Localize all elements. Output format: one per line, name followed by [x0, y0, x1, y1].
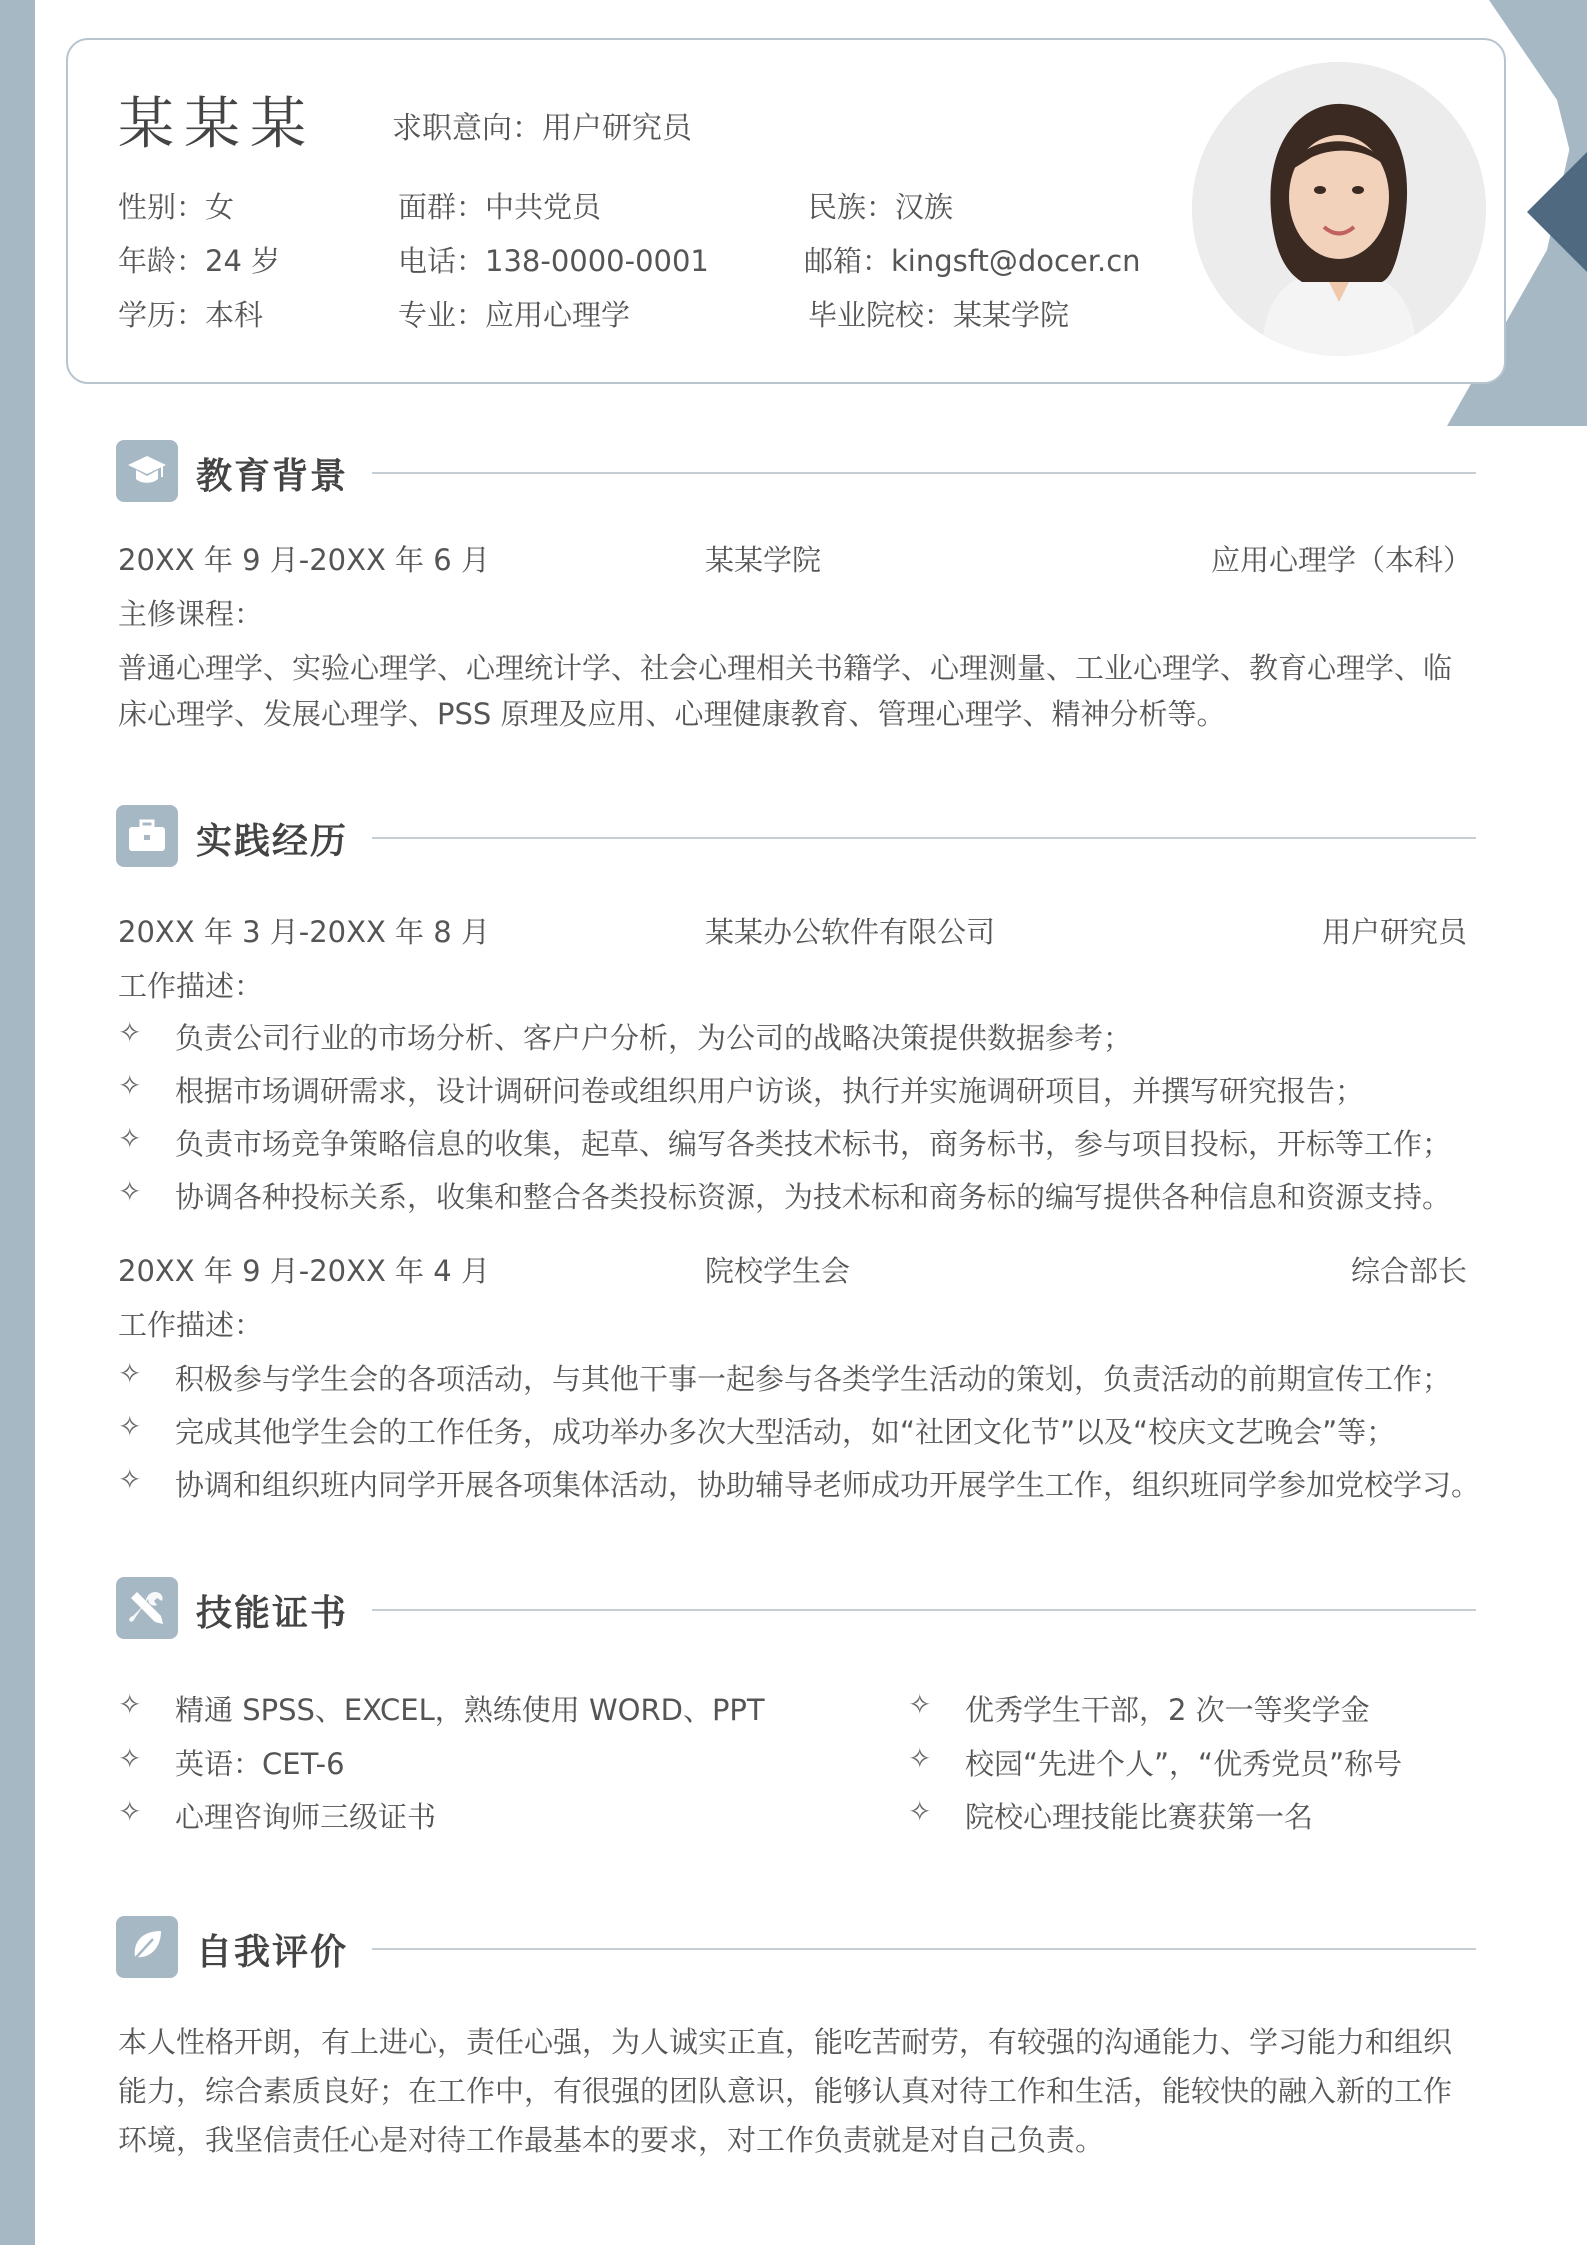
bullet-star: ✧ — [118, 1410, 142, 1443]
skill-left-2: 英语：CET-6 — [175, 1747, 345, 1781]
bullet-star: ✧ — [118, 1795, 142, 1828]
skill-left-3: 心理咨询师三级证书 — [175, 1800, 437, 1834]
left-accent-bar — [0, 0, 35, 2245]
info-school: 毕业院校：某某学院 — [808, 298, 1070, 332]
section-self-title: 自我评价 — [196, 1932, 349, 1973]
skill-left-1: 精通 SPSS、EXCEL，熟练使用 WORD、PPT — [175, 1693, 765, 1727]
section-self-header — [116, 1916, 1476, 1980]
job-2-org: 院校学生会 — [705, 1254, 851, 1288]
section-skills-header — [116, 1577, 1476, 1641]
job-1-period: 20XX 年 3 月-20XX 年 8 月 — [118, 915, 490, 949]
skill-right-3: 院校心理技能比赛获第一名 — [965, 1800, 1314, 1834]
info-major: 专业：应用心理学 — [398, 298, 631, 332]
info-gender: 性别：女 — [118, 190, 235, 224]
bullet-star: ✧ — [118, 1016, 142, 1049]
candidate-name: 某某某 — [118, 92, 316, 157]
bullet-star: ✧ — [118, 1463, 142, 1496]
graduation-cap-icon — [116, 440, 178, 502]
education-school: 某某学院 — [705, 543, 822, 577]
bullet-star: ✧ — [908, 1688, 932, 1721]
leaf-icon — [116, 1916, 178, 1978]
info-phone: 电话：138-0000-0001 — [398, 244, 709, 278]
job-1-item-4: 协调各种投标关系，收集和整合各类投标资源，为技术标和商务标的编写提供各种信息和资源支持。 — [175, 1180, 1452, 1214]
info-age: 年龄：24 岁 — [118, 244, 281, 278]
self-eval-line-3: 环境，我坚信责任心是对待工作最基本的要求，对工作负责就是对自己负责。 — [118, 2123, 1105, 2157]
section-divider — [372, 1948, 1476, 1950]
section-education-title: 教育背景 — [196, 456, 349, 497]
job-1-desc-label: 工作描述： — [118, 969, 264, 1003]
job-intent: 求职意向：用户研究员 — [392, 111, 692, 146]
info-email: 邮箱：kingsft@docer.cn — [804, 244, 1141, 278]
section-experience-title: 实践经历 — [196, 821, 349, 862]
section-divider — [372, 1609, 1476, 1611]
job-2-item-2: 完成其他学生会的工作任务，成功举办多次大型活动，如“社团文化节”以及“校庆文艺晚会”等； — [175, 1415, 1396, 1449]
profile-photo — [1192, 62, 1486, 356]
skill-right-1: 优秀学生干部，2 次一等奖学金 — [965, 1693, 1370, 1727]
briefcase-icon — [116, 805, 178, 867]
section-skills-title: 技能证书 — [196, 1593, 349, 1634]
job-1-org: 某某办公软件有限公司 — [705, 915, 996, 949]
self-eval-line-2: 能力，综合素质良好；在工作中，有很强的团队意识，能够认真对待工作和生活，能较快的融入新的工作 — [118, 2074, 1453, 2108]
job-2-desc-label: 工作描述： — [118, 1308, 264, 1342]
tools-icon — [116, 1577, 178, 1639]
bullet-star: ✧ — [118, 1688, 142, 1721]
info-politics: 面群：中共党员 — [398, 190, 602, 224]
bullet-star: ✧ — [118, 1069, 142, 1102]
section-education-header — [116, 440, 1476, 504]
job-1-item-1: 负责公司行业的市场分析、客户户分析，为公司的战略决策提供数据参考； — [175, 1021, 1133, 1055]
education-period: 20XX 年 9 月-20XX 年 6 月 — [118, 543, 490, 577]
job-2-item-3: 协调和组织班内同学开展各项集体活动，协助辅导老师成功开展学生工作，组织班同学参加党校学习。 — [175, 1468, 1481, 1502]
skill-right-2: 校园“先进个人”，“优秀党员”称号 — [965, 1747, 1403, 1781]
job-1-role: 用户研究员 — [1321, 915, 1467, 949]
info-ethnicity: 民族：汉族 — [808, 190, 954, 224]
courses-label: 主修课程： — [118, 597, 264, 631]
courses-line-1: 普通心理学、实验心理学、心理统计学、社会心理相关书籍学、心理测量、工业心理学、教育心理学、临 — [118, 651, 1453, 685]
job-2-role: 综合部长 — [1350, 1254, 1467, 1288]
section-divider — [372, 837, 1476, 839]
bullet-star: ✧ — [118, 1122, 142, 1155]
self-eval-line-1: 本人性格开朗，有上进心，责任心强，为人诚实正直，能吃苦耐劳，有较强的沟通能力、学习能力和组织 — [118, 2025, 1453, 2059]
bullet-star: ✧ — [908, 1795, 932, 1828]
education-major: 应用心理学（本科） — [1210, 543, 1472, 577]
job-2-item-1: 积极参与学生会的各项活动，与其他干事一起参与各类学生活动的策划，负责活动的前期宣传工作； — [175, 1362, 1452, 1396]
bullet-star: ✧ — [118, 1742, 142, 1775]
courses-line-2: 床心理学、发展心理学、PSS 原理及应用、心理健康教育、管理心理学、精神分析等。 — [118, 697, 1226, 731]
bullet-star: ✧ — [908, 1742, 932, 1775]
bullet-star: ✧ — [118, 1357, 142, 1390]
bullet-star: ✧ — [118, 1175, 142, 1208]
section-experience-header — [116, 805, 1476, 869]
section-divider — [372, 472, 1476, 474]
job-1-item-3: 负责市场竞争策略信息的收集，起草、编写各类技术标书，商务标书，参与项目投标，开标等工作； — [175, 1127, 1452, 1161]
job-1-item-2: 根据市场调研需求，设计调研问卷或组织用户访谈，执行并实施调研项目，并撰写研究报告； — [175, 1074, 1365, 1108]
info-education: 学历：本科 — [118, 298, 264, 332]
job-2-period: 20XX 年 9 月-20XX 年 4 月 — [118, 1254, 490, 1288]
